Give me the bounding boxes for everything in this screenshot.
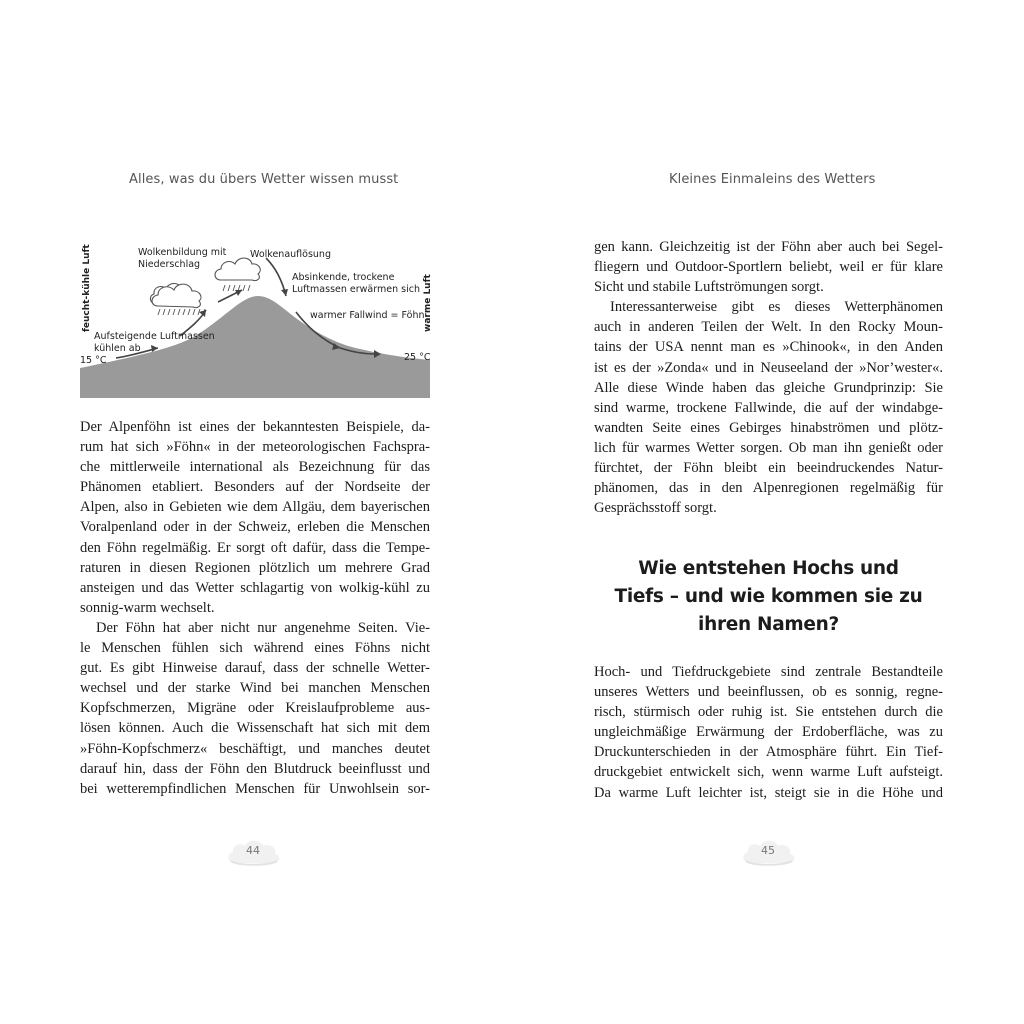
text-line: lich für warmes Wetter sorgen. Ob man ihn genießt oder xyxy=(594,439,943,456)
text-line: fliegern und Outdoor-Sportlern beliebt, weil er für klare xyxy=(594,259,943,276)
label-temp-left: 15 °C xyxy=(80,355,107,366)
text-line: che mittlerweile international als Bezeichnung für das xyxy=(80,459,430,476)
text-line: tains der USA nennt man es »Chinook«, in den Anden xyxy=(594,339,943,356)
text-line: auch in anderen Teilen der Welt. In den Rocky Moun- xyxy=(594,319,943,336)
label-cloud-dissolve: Wolkenauflösung xyxy=(250,249,331,260)
text-line: Alpen, also in Gebieten wie dem Allgäu, dem bayerischen xyxy=(80,499,430,516)
text-line: rum hat sich »Föhn« in der meteorologischen Fachspra- xyxy=(80,439,430,456)
text-line: raturen in diesen Regionen plötzlich um mehrere Grad xyxy=(80,559,430,576)
text-line: wandten Seite eines Gebirges hinabströmen und plötz- xyxy=(594,419,943,436)
page-number-left xyxy=(223,835,283,869)
label-ascending-1: Aufsteigende Luftmassen xyxy=(94,331,215,342)
text-line: wechsel und der starke Wind bei manchen Menschen xyxy=(80,680,430,697)
text-line: bei wetterempfindlichen Menschen für Unwohlsein sor- xyxy=(80,780,430,797)
foehn-diagram xyxy=(78,240,434,400)
text-line: Der Alpenföhn ist eines der bekanntesten Beispiele, da- xyxy=(80,419,430,435)
running-head-left: Alles, was du übers Wetter wissen musst xyxy=(129,172,399,187)
heading-line-2: Tiefs – und wie kommen sie zu xyxy=(614,586,923,607)
label-descending-2: Luftmassen erwärmen sich xyxy=(292,284,420,295)
label-cloud-formation-2: Niederschlag xyxy=(138,259,201,270)
text-line: ungleichmäßige Erwärmung der Erdoberfläche, was zu xyxy=(594,724,943,741)
text-line: Alle diese Winde haben das gleiche Grundprinzip: Sie xyxy=(594,379,943,396)
text-line: darauf hin, dass der Föhn den Blutdruck beeinflusst und xyxy=(80,760,430,777)
text-line: Voralpenland oder in der Schweiz, erleben die Menschen xyxy=(80,519,430,536)
label-cloud-formation-1: Wolkenbildung mit xyxy=(138,247,227,258)
text-line: lösen können. Auch die Wissenschaft hat sich mit dem xyxy=(80,720,430,737)
text-line: druckgebiet entwickelt sich, wenn warme Luft aufsteigt. xyxy=(594,764,943,781)
text-line: unseres Wetters und beeinflussen, ob es sonnig, regne- xyxy=(594,684,943,701)
side-label-left: feucht-kühle Luft xyxy=(82,244,92,332)
rain-cloud-icon-2 xyxy=(215,258,260,291)
text-line: den Föhn regelmäßig. Er sorgt oft dafür, dass die Tempe- xyxy=(80,539,430,556)
text-line: Da warme Luft leichter ist, steigt sie in die Höhe und xyxy=(594,784,943,801)
text-line: Interessanterweise gibt es dieses Wetterphänomen xyxy=(610,299,943,316)
text-line: gut. Es gibt Hinweise darauf, dass der schnelle Wetter- xyxy=(80,660,430,677)
text-line: Kopfschmerzen, Migräne oder Kreislaufprobleme aus- xyxy=(80,700,430,717)
text-line: sonnig-warm wechselt. xyxy=(80,599,215,616)
right-page-text-2 xyxy=(594,662,943,803)
page-number-right xyxy=(738,835,798,869)
text-line: le Menschen fühlen sich während eines Föhns nicht xyxy=(80,640,430,657)
text-line: Der Föhn hat aber nicht nur angenehme Seiten. Vie- xyxy=(96,619,430,636)
page-number-left-text: 44 xyxy=(246,844,260,857)
text-line: ist es der »Zonda« und in Neuseeland der »Nor’wester«. xyxy=(594,359,943,376)
text-line: gen kann. Gleichzeitig ist der Föhn aber auch bei Segel- xyxy=(594,239,943,255)
text-line: Druckunterschieden in der Atmosphäre führt. Ein Tief- xyxy=(594,744,943,761)
heading-line-3: ihren Namen? xyxy=(698,614,839,635)
text-line: Phänomen etabliert. Besonders auf der Nordseite der xyxy=(80,479,430,496)
text-line: fürchtet, der Föhn bleibt ein beeindruckendes Natur- xyxy=(594,460,943,477)
label-descending-1: Absinkende, trockene xyxy=(292,272,395,283)
label-foehn-wind: warmer Fallwind = Föhn xyxy=(310,310,425,321)
heading-line-1: Wie entstehen Hochs und xyxy=(638,558,899,579)
label-ascending-2: kühlen ab xyxy=(94,343,141,354)
text-line: Hoch- und Tiefdruckgebiete sind zentrale Bestandteile xyxy=(594,664,943,680)
right-page-text xyxy=(594,237,943,518)
text-line: sind warme, trockene Fallwinde, die auf der windabge- xyxy=(594,399,943,416)
text-line: ansteigen und das Wetter schlagartig von wolkig-kühl zu xyxy=(80,579,430,596)
text-line: »Föhn-Kopfschmerz« beschäftigt, und manches deutet xyxy=(80,740,430,757)
page-number-right-text: 45 xyxy=(761,844,775,857)
left-page-text xyxy=(80,417,430,799)
side-label-right: warme Luft xyxy=(423,274,433,332)
running-head-right: Kleines Einmaleins des Wetters xyxy=(669,172,876,187)
label-temp-right: 25 °C xyxy=(404,352,431,363)
text-line: Sicht und stabile Luftströmungen sorgt. xyxy=(594,279,824,296)
section-heading xyxy=(594,555,943,639)
text-line: risch, stürmisch oder ruhig ist. Sie entstehen durch die xyxy=(594,704,943,721)
text-line: phänomen, das in den Alpenregionen regelmäßig für xyxy=(594,480,943,497)
text-line: Gesprächsstoff sorgt. xyxy=(594,500,717,517)
